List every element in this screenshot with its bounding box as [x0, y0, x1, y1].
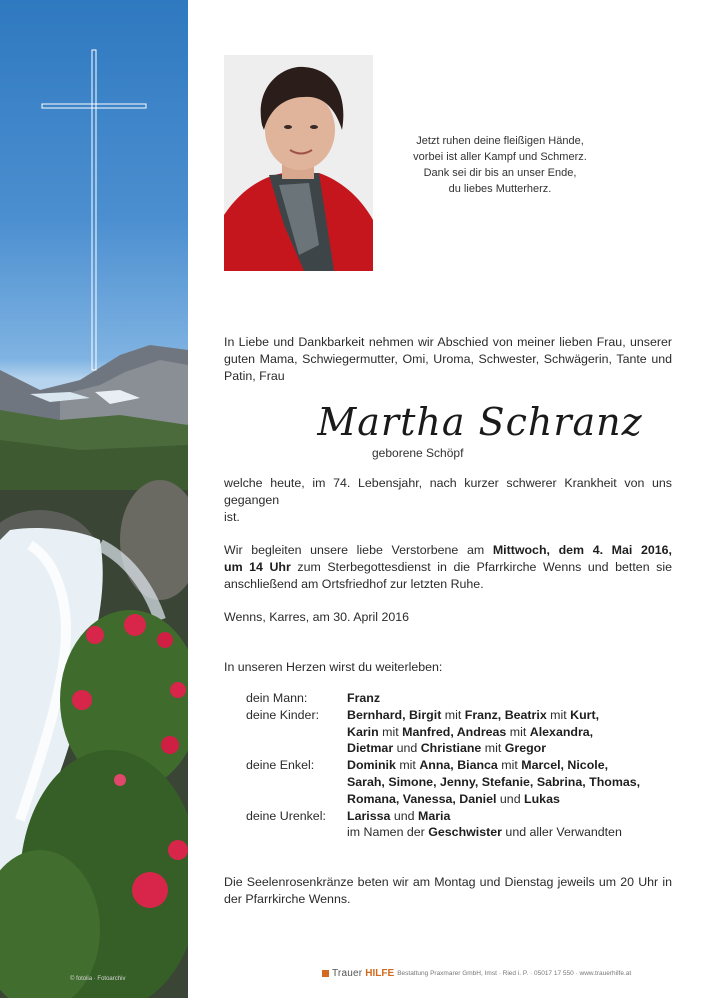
- relative-name: Larissa: [347, 808, 391, 823]
- poem-line: Dank sei dir bis an unser Ende,: [423, 167, 577, 179]
- relation-label: dein Mann:: [246, 691, 308, 705]
- funeral-time: um 14 Uhr: [224, 560, 291, 574]
- intro-line: Patin, Frau: [224, 369, 285, 383]
- signoff-text: und aller Verwandten: [505, 825, 622, 840]
- funeral-line: [224, 559, 672, 576]
- relatives-row: [246, 808, 667, 842]
- footer-contact: Bestattung Praxmarer GmbH, Imst · Ried i. P. · 05017 17 550 · www.trauerhilfe.at: [397, 970, 632, 977]
- connector-word: mit: [501, 758, 518, 773]
- funeral-paragraph: [224, 542, 672, 593]
- funeral-text: Wir begleiten unsere liebe Verstorbene am: [224, 543, 485, 557]
- intro-line: In Liebe und Dankbarkeit nehmen wir Abschied von meiner lieben Frau, unserer: [224, 335, 672, 349]
- poem-line: Jetzt ruhen deine fleißigen Hände,: [416, 135, 584, 147]
- relative-name: Geschwister: [428, 825, 502, 840]
- maiden-name: geborene Schöpf: [372, 446, 464, 460]
- mourners-intro: In unseren Herzen wirst du weiterleben:: [224, 660, 443, 674]
- connector-word: und: [396, 741, 418, 756]
- relative-name: Bernhard, Birgit: [347, 707, 442, 722]
- relation-label: deine Kinder:: [246, 707, 320, 722]
- relatives-list: [246, 690, 667, 841]
- connector-word: mit: [509, 724, 527, 739]
- relative-name: Franz: [347, 691, 381, 705]
- connector-word: mit: [382, 724, 399, 739]
- connector-word: mit: [550, 707, 567, 722]
- relative-name: Anna, Bianca: [419, 758, 498, 773]
- rosary-line: Die Seelenrosenkränze beten wir am Montag und Dienstag jeweils um 20 Uhr in: [224, 875, 672, 889]
- brand-logo-icon: [322, 970, 329, 977]
- connector-word: mit: [444, 707, 462, 722]
- relative-name: Sarah, Simone, Jenny, Stefanie, Sabrina, Thomas,: [347, 774, 641, 789]
- relative-name: Christiane: [420, 741, 482, 756]
- relative-name: Gregor: [504, 741, 547, 756]
- relative-name: Romana, Vanessa, Daniel: [347, 791, 497, 806]
- rosary-paragraph: [224, 874, 672, 908]
- relation-label: deine Urenkel:: [246, 808, 326, 823]
- deceased-name: Martha Schranz: [317, 400, 643, 444]
- relative-name: Franz, Beatrix: [464, 707, 547, 722]
- brand-name-accent: HILFE: [365, 968, 395, 979]
- relatives-row: [246, 707, 667, 757]
- portrait-photo: [224, 55, 373, 271]
- intro-line: guten Mama, Schwiegermutter, Omi, Uroma, Schwester, Schwägerin, Tante und: [224, 352, 672, 366]
- signoff-text: im Namen der: [347, 825, 425, 840]
- landscape-illustration: [0, 0, 188, 998]
- relative-name: Maria: [418, 808, 451, 823]
- decorative-landscape-panel: [0, 0, 188, 998]
- connector-word: mit: [484, 741, 502, 756]
- relative-name: Marcel, Nicole,: [521, 758, 609, 773]
- footer: [322, 968, 631, 979]
- funeral-text: zum Sterbegottesdienst in die Pfarrkirche Wenns und betten sie: [297, 560, 672, 574]
- photo-credit: © fotolia · Fotoarchiv: [70, 976, 126, 982]
- relative-name: Dominik: [347, 758, 396, 773]
- relative-name: Manfred, Andreas: [402, 724, 507, 739]
- connector-word: mit: [399, 758, 416, 773]
- poem: [400, 133, 600, 197]
- funeral-line: anschließend am Ortsfriedhof zur letzten Ruhe.: [224, 577, 484, 591]
- connector-word: und: [499, 791, 521, 806]
- passing-line: ist.: [224, 510, 240, 524]
- relative-name: Kurt,: [570, 707, 600, 722]
- relation-label: deine Enkel:: [246, 758, 315, 773]
- funeral-date: Mittwoch, dem 4. Mai 2016,: [492, 543, 672, 557]
- relative-name: Karin: [347, 724, 379, 739]
- place-date: Wenns, Karres, am 30. April 2016: [224, 610, 410, 624]
- cross-icon: [42, 50, 146, 370]
- relative-name: Alexandra,: [529, 724, 594, 739]
- poem-line: du liebes Mutterherz.: [448, 183, 552, 195]
- intro-paragraph: [224, 334, 672, 385]
- rosary-line: der Pfarrkirche Wenns.: [224, 892, 351, 906]
- passing-paragraph: [224, 475, 672, 526]
- brand-name: Trauer: [332, 968, 363, 979]
- relatives-row: [246, 757, 667, 807]
- funeral-line: [224, 542, 672, 559]
- relative-name: Dietmar: [347, 741, 394, 756]
- passing-line: welche heute, im 74. Lebensjahr, nach kurzer schwerer Krankheit von uns gegangen: [224, 476, 672, 507]
- relative-name: Lukas: [524, 791, 560, 806]
- connector-word: und: [393, 808, 415, 823]
- relatives-row: [246, 690, 667, 707]
- poem-line: vorbei ist aller Kampf und Schmerz.: [413, 151, 587, 163]
